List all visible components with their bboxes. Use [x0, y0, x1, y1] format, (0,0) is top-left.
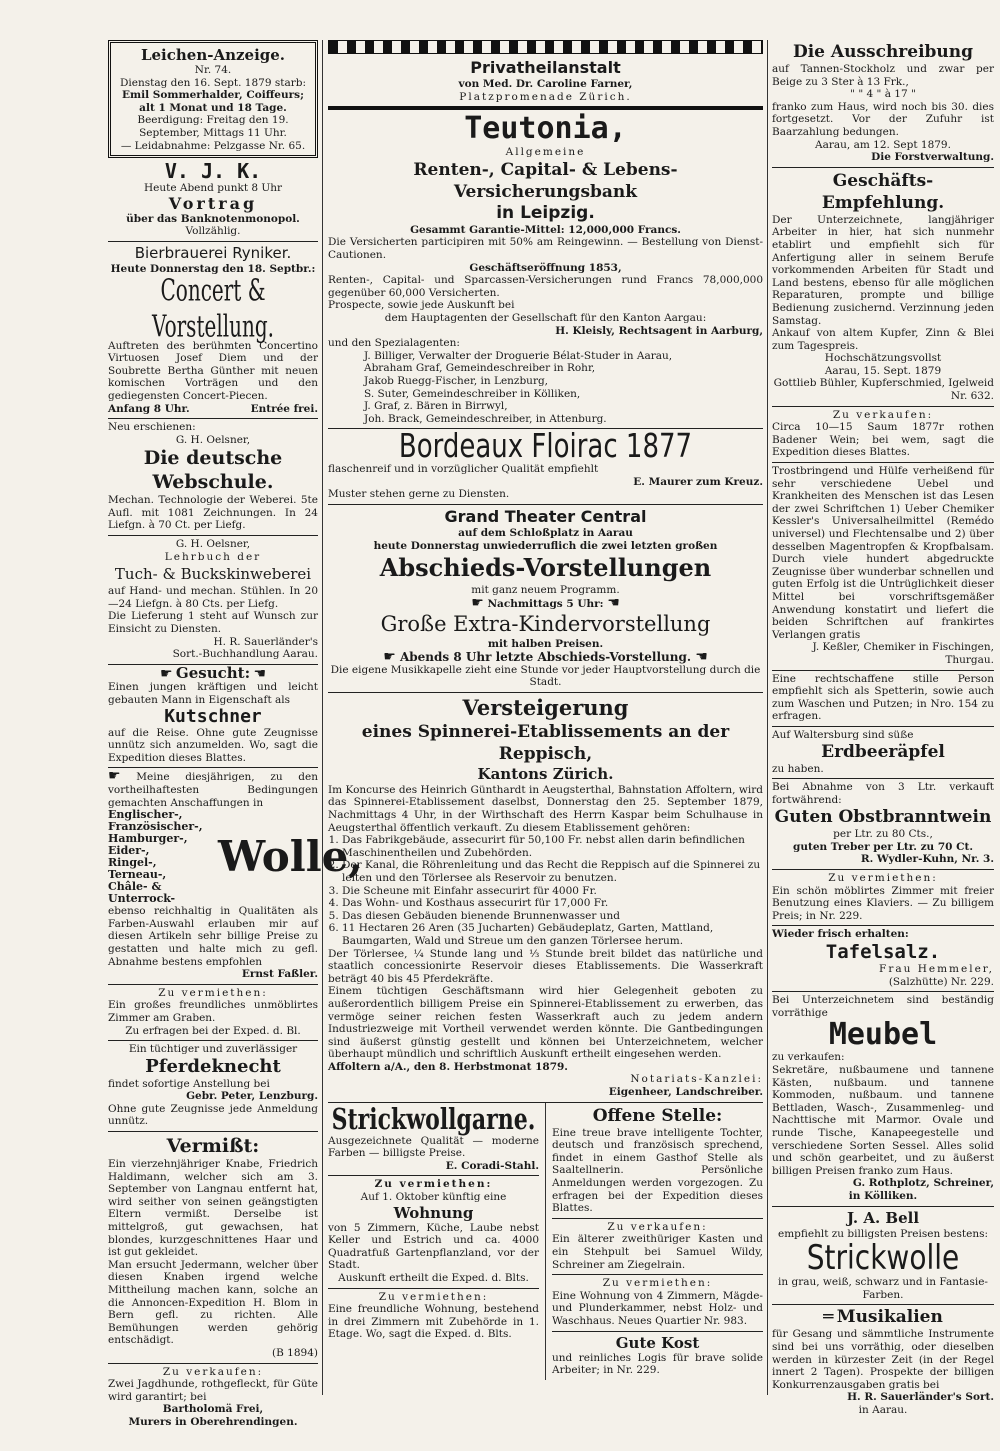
ad-text: — Leidabnahme: Pelzgasse Nr. 65. [120, 139, 306, 152]
list-item: 1. Das Fabrikgebäude, assecurirt für 50,100 Fr. nebst allen darin befindlichen Maschinentheilen und Zubehörden. [342, 834, 763, 859]
ad-text: auf dem Schloßplatz in Aarau [458, 527, 633, 540]
ad-title: Zu vermiethen: [828, 872, 938, 885]
ad-text: Einen jungen kräftigen und leicht gebauten Mann in Eigenschaft als [108, 681, 318, 706]
ad-title: Zu verkaufen: [162, 1365, 264, 1378]
ad-text: Prospecte, sowie jede Auskunft bei [328, 299, 515, 312]
column-left [108, 40, 364, 1428]
ad-vermisst [108, 1132, 318, 1364]
ad-text: Eine treue brave intelligente Tochter, deutsch und französisch sprechend, findet in einem Gasthof Stelle als Saaltellnerin. Persönliche Anmeldungen werden vorgezogen. Zu erfragen bei der Expedition dieses Blattes. [552, 1126, 763, 1215]
ad-headline: Pferdeknecht [145, 1055, 281, 1077]
ad-headline: Strickwollgarne. [331, 1102, 536, 1137]
ad-text: Dienstag den 16. Sept. 1879 starb: [120, 76, 306, 89]
ad-title: Bierbrauerei Ryniker. [134, 243, 292, 262]
ad-signature: H. R. Sauerländer's Sort. [847, 1391, 994, 1404]
ad-title: Zu vermiethen: [374, 1178, 493, 1191]
ad-text: Auftreten des berühmten Concertino Virtuosen Josef Diem und der Soubrette Bertha Günther mit neuen komischen Vorträgen und den gediegensten Concert-Piecen. [108, 339, 318, 402]
ad-versteigerung [328, 693, 763, 1103]
ad-title: Offene Stelle: [592, 1105, 723, 1126]
ad-title: V. J. K. [164, 159, 262, 184]
pointing-hand-icon: ☚ [607, 594, 620, 611]
ad-text: und den Spezialagenten: [328, 337, 460, 350]
ad-musikalien [772, 1305, 994, 1419]
ad-gute-kost [552, 1332, 763, 1380]
ad-signature: R. Wydler-Kuhn, Nr. 3. [860, 853, 994, 866]
ad-signature: E. Maurer zum Kreuz. [633, 475, 763, 488]
ad-text: Eine Wohnung von 4 Zimmern, Mägde- und Plunderkammer, nebst Holz- und Waschhaus. Neues Quartier Nr. 983. [552, 1289, 763, 1327]
bottom-right [545, 1103, 763, 1380]
ad-signature: Sort.-Buchhandlung Aarau. [172, 648, 318, 661]
ad-headline: in Leipzig. [496, 202, 595, 223]
ad-person [772, 671, 994, 727]
ad-meubel [772, 992, 994, 1206]
ad-text: Zwei Jagdhunde, rothgefleckt, für Güte wird garantirt; bei [108, 1378, 318, 1403]
ad-signature: Gebr. Peter, Lenzburg. [186, 1090, 318, 1103]
wolle-block [108, 808, 364, 906]
ad-text: Ausgezeichnete Qualität — moderne Farben — billigste Preise. [328, 1134, 539, 1160]
ad-signature: Eigenheer, Landschreiber. [608, 1086, 763, 1099]
ad-trost [772, 463, 994, 671]
ad-text: Affoltern a/A., den 8. Herbstmonat 1879. [328, 1060, 568, 1073]
ad-text: Ein großes freundliches unmöblirtes Zimmer am Graben. [108, 999, 318, 1024]
ad-text: Entrée frei. [250, 402, 318, 415]
ad-headline: Tafelsalz. [825, 941, 941, 964]
ad-text: Auf Waltersburg sind süße [772, 728, 914, 741]
ad-text: findet sofortige Anstellung bei [108, 1077, 270, 1090]
ad-text: Ein schön möblirtes Zimmer mit freier Benutzung eines Klaviers. — Zu billigem Preis; in Nr. 229. [772, 884, 994, 922]
decorative-border [328, 40, 763, 54]
ad-title: Zu vermiethen: [378, 1290, 489, 1303]
ad-text: G. H. Oelsner, [175, 433, 251, 446]
ad-text: Nachmittags 5 Uhr: [487, 597, 604, 610]
ad-text: für Gesang und sämmtliche Instrumente sind bei uns vorräthig, oder dieselben werden in kürzester Zeit (in der Regel innert 2 Tagen). Prospekte der billigen Konkurrenzausgaben gratis bei [772, 1328, 994, 1391]
ad-text: Platzpromenade Zürich. [459, 90, 632, 103]
ad-text: auf die Reise. Ohne gute Zeugnisse unnütz sich anzumelden. Wo, sagt die Expedition dieses Blattes. [108, 726, 318, 764]
ad-text: Anfang 8 Uhr. [108, 402, 190, 415]
ad-geschaefts-empfehlung [772, 168, 994, 407]
ad-text: Allgemeine [505, 146, 586, 159]
ad-headline: Guten Obstbranntwein [774, 807, 992, 828]
ad-text: Lehrbuch der [164, 550, 262, 563]
pointing-hand-icon: ☛ [159, 665, 173, 682]
ad-headline: Kutschner [164, 705, 262, 727]
bottom-split [328, 1103, 763, 1380]
ad-signature: H. R. Sauerländer's [213, 635, 318, 648]
ad-text: über das Banknotenmonopol. [126, 212, 300, 225]
ad-title: Grand Theater Central [444, 507, 647, 527]
ad-headline: Renten-, Capital- & Lebens-Versicherungsbank [413, 159, 678, 202]
ad-bordeaux [328, 429, 763, 505]
ad-vjk [108, 158, 318, 242]
ad-erdbeeraepfel [772, 727, 994, 779]
ad-text: Circa 10—15 Saum 1877r rothen Badener Wein; bei wem, sagt die Expedition dieses Blattes. [772, 421, 994, 459]
list-item: Châle- & [108, 880, 162, 894]
ad-signature: E. Coradi-Stahl. [445, 1159, 539, 1172]
ad-headline: Die deutsche Webschule. [143, 447, 283, 494]
lot-list [328, 834, 763, 947]
list-item: Jakob Ruegg-Fischer, in Lenzburg, [364, 374, 549, 387]
ad-text: Ein älterer zweithüriger Kasten und ein Stehpult bei Samuel Wildy, Schreiner am Ziegelrain. [552, 1233, 763, 1271]
ad-title: Gute Kost [615, 1333, 700, 1352]
ad-text: Auskunft ertheilt die Exped. d. Blts. [338, 1272, 529, 1284]
pointing-hand-icon: ☚ [695, 649, 708, 666]
ad-text: Ohne gute Zeugnisse jede Anmeldung unnütz. [108, 1102, 318, 1128]
ad-wolle [108, 768, 364, 984]
ad-title: Die Ausschreibung [792, 42, 974, 62]
ad-text: empfiehlt zu billigsten Preisen bestens: [777, 1227, 989, 1240]
ad-title: Zu vermiethen: [158, 986, 268, 999]
ad-bell [772, 1207, 994, 1306]
ad-text: H. Kleisly, Rechtsagent in Aarburg, [555, 324, 763, 337]
agent-list [328, 350, 763, 426]
ad-number: Nr. 74. [194, 64, 232, 76]
ad-theater [328, 505, 763, 693]
ad-signature: Bartholomä Frei, [162, 1403, 264, 1416]
ad-text: Eine rechtschaffene stille Person empfiehlt sich als Spetterin, sowie auch zum Waschen und Putzen; in Nro. 154 zu erfragen. [772, 672, 994, 723]
ad-jagdhunde [108, 1364, 318, 1432]
ad-text: Renten-, Capital- und Sparcassen-Versicherungen rund Francs 78,000,000 gegenüber 60,000 Versicherten. [328, 274, 763, 299]
ad-title: Bordeaux Floirac 1877 [398, 428, 693, 467]
ad-text: Neu erschienen: [108, 421, 196, 434]
ad-vermiethen-3 [552, 1275, 763, 1331]
ad-signature: J. Keßler, Chemiker in Fischingen, Thurgau. [812, 641, 994, 666]
ad-title: Geschäfts-Empfehlung. [821, 170, 945, 213]
ad-text: Sekretäre, nußbaumene und tannene Kästen, nußbaum. und tannene Kommoden, nußbaum. und tannene Bettladen, Wasch-, Zusammenleg- und Nachttische mit Marmor. Ovale und runde Tische, Kanapeegestelle und verschiedene Sorten Sessel. Alles solid und schön gearbeitet, und zu äußerst billigen Preisen franko zum Haus. [772, 1064, 994, 1177]
ad-privatheilanstalt [328, 56, 763, 110]
list-item: Hamburger-, [108, 832, 188, 846]
ad-text: Aarau, am 12. Sept 1879. [815, 138, 951, 151]
ad-title: Gesucht: [175, 663, 251, 682]
ad-headline: Erdbeeräpfel [821, 741, 945, 762]
ad-title: Zu verkaufen: [607, 1220, 708, 1233]
ad-signature: Murers in Oberehrendingen. [128, 1415, 298, 1428]
ad-text: dem Hauptagenten der Gesellschaft für den Kanton Aargau: [384, 311, 707, 324]
bottom-left [328, 1103, 539, 1380]
ad-text: Wieder frisch erhalten: [772, 928, 909, 941]
ad-title: Musikalien [836, 1307, 943, 1328]
list-item: J. Graf, z. Bären in Birrwyl, [364, 400, 508, 413]
ad-text: Die Lieferung 1 steht auf Wunsch zur Einsicht zu Diensten. [108, 610, 318, 636]
ad-code: (B 1894) [272, 1346, 318, 1359]
ad-text: zu haben. [772, 762, 824, 775]
pointing-hand-icon: ☛ [108, 768, 121, 785]
ad-leichen-anzeige [108, 40, 318, 158]
ad-text: Trostbringend und Hülfe verheißend für sehr verschiedene Uebel und Krankheiten des Menschen ist das Lesen der zwei Schriftchen 1) Ueber Chemiker Kessler's Universalheilmittel (Remédo universel) und Flechtensalbe und 2) über desselben Magentropfen & Kropfbalsam. Durch viele hundert abgedruckte Zeugnisse über wunderbar schnellen und guten Erfolg ist die Untrüglichkeit dieser Mittel bei vorschriftsgemäßer Anwendung konstatirt und liefert die beiden Schriftchen auf frankirtes Verlangen gratis [772, 465, 994, 641]
ad-text: Man ersucht Jedermann, welcher über diesen Knaben irgend welche Mittheilung machen kann, solche an die Annoncen-Expedition H. Blom in Bern gefl. zu richten. Alle Bemühungen werden gehörig entschädigt. [108, 1258, 318, 1347]
list-item: Terneau-, [108, 868, 167, 882]
ad-zimmer [772, 870, 994, 926]
ad-signature: Gottlieb Bühler, Kupferschmied, Igelweid Nr. 632. [773, 377, 994, 403]
ad-title: Teutonia, [464, 111, 627, 147]
list-item: Ringel-, [108, 856, 157, 870]
ad-headline: Wohnung [393, 1203, 474, 1222]
ad-signature: in Kölliken. [848, 1189, 918, 1202]
ad-headline: Tuch- & Buckskinweberei [114, 565, 312, 584]
ad-signature: Die Forstverwaltung. [871, 151, 994, 164]
ad-text: Auf 1. Oktober künftig eine [360, 1191, 507, 1204]
ad-text: auf Tannen-Stockholz und zwar per Beige zu 3 Ster à 13 Frk., [772, 63, 994, 88]
double-rule-icon: ═ [823, 1307, 834, 1328]
ad-text: Hochschätzungsvollst [824, 352, 942, 365]
ad-text: und reinliches Logis für brave solide Arbeiter; in Nr. 229. [552, 1351, 763, 1377]
ad-text: Einem tüchtigen Geschäftsmann wird hier Gelegenheit geboten zu außerordentlich billigem Preise ein Spinnerei-Etablissement zu erwerben, das vermöge seiner reichen festen Wasserkraft auch zu jedem andern Industriezweige mit Vortheil verwendet werden könnte. Die Gantbedingungen sind äußerst günstig gestellt und können bei Unterzeichnetem, welcher überhaupt mündlich und schriftlich Auskunft ertheilt eingesehen werden. [328, 985, 763, 1061]
ad-tafelsalz [772, 926, 994, 992]
ad-text: Bei Unterzeichnetem sind beständig vorräthige [772, 994, 994, 1019]
ad-text: von Med. Dr. Caroline Farner, [458, 78, 633, 90]
ad-gesucht [108, 665, 318, 769]
ad-text: zu verkaufen: [772, 1051, 845, 1064]
ad-text: Meine diesjährigen, zu den vortheilhaftesten Bedingungen gemachten Anschaffungen in [108, 771, 318, 809]
ad-footer [108, 403, 318, 416]
ad-text: in grau, weiß, schwarz und in Fantasie-Farben. [778, 1276, 988, 1301]
ad-text: G. H. Oelsner, [175, 538, 251, 551]
ad-wein [772, 407, 994, 463]
list-item: 6. 11 Hectaren 26 Aren (35 Jucharten) Gebäudeplatz, Garten, Mattland, Baumgarten, Wald und Streue um den ganzen Törlersee herum. [342, 922, 763, 947]
ad-headline: Concert & Vorstellung. [151, 271, 275, 344]
ad-text: Vollzählig. [185, 225, 241, 238]
ad-text: von 5 Zimmern, Küche, Laube nebst Keller und Estrich und ca. 4000 Quadratfuß Gartenpflanzland, vor der Stadt. [328, 1221, 539, 1272]
ad-text: Ein vierzehnjähriger Knabe, Friedrich Haldimann, welcher sich am 3. September von Langnau entfernt hat, wird seither von seinen geängstigten Eltern vermißt. Derselbe ist mittelgroß, gut gewachsen, hat blondes, kurzgeschnittenes Haar und ist gut gekleidet. [108, 1158, 318, 1259]
column-rule [767, 40, 768, 1395]
ad-signature: in Aarau. [858, 1403, 908, 1416]
ad-headline: Meubel [828, 1017, 938, 1053]
ad-text: Zu erfragen bei der Exped. d. Bl. [125, 1024, 301, 1037]
list-item: 3. Die Scheune mit Einfahr assecurirt für 4000 Fr. [342, 885, 763, 898]
ad-text: Die eigene Musikkapelle zieht eine Stunde vor jeder Hauptvorstellung durch die Stadt. [330, 663, 761, 689]
ad-kasten [552, 1219, 763, 1275]
ad-text: " " 4 " à 17 " [850, 88, 916, 101]
ad-signature: Notariats-Kanzlei: [630, 1073, 763, 1086]
ad-headline: Vortrag [168, 193, 258, 213]
ad-text: Emil Sommerhalder, Coiffeurs; alt 1 Monat und 18 Tage. [122, 89, 304, 114]
ad-text: Ankauf von altem Kupfer, Zinn & Blei zum Tagespreis. [772, 327, 994, 352]
ad-text: Ein tüchtiger und zuverlässiger [128, 1043, 298, 1056]
ad-text: Abends 8 Uhr letzte Abschieds-Vorstellung. [399, 650, 692, 665]
ad-headline: eines Spinnerei-Etablissements an der Reppisch, [361, 721, 730, 764]
ad-text: auf Hand- und mechan. Stühlen. In 20—24 Liefgn. à 80 Cts. per Liefg. [108, 585, 318, 610]
ad-headline: Strickwolle [806, 1237, 960, 1278]
list-item: 4. Das Wohn- und Kosthaus assecurirt für 17,000 Fr. [342, 897, 763, 910]
ad-text: Im Koncurse des Heinrich Günthardt in Aeugsterthal, Bahnstation Affoltern, wird das Spinnerei-Etablissement daselbst, Donnerstag den 25. September 1879, Nachmittags 4 Uhr, in der Wirthschaft des Herrn Kaspar beim Schulhause in Aeugsterthal öffentlich verkauft. Zu diesem Etablissement gehören: [328, 783, 763, 834]
ad-headline: Kantons Zürich. [477, 764, 614, 783]
list-item: 5. Das diesen Gebäuden bienende Brunnenwasser und [342, 910, 763, 923]
pointing-hand-icon: ☛ [471, 594, 484, 611]
ad-signature: Frau Hemmeler, [879, 963, 994, 976]
ad-text: Der Törlersee, ¼ Stunde lang und ⅓ Stunde breit bildet das natürliche und staatlich concessionirte Reservoir dieses Etablissements. Die Wasserkraft beträgt 40 bis 45 Pferdekräfte. [328, 947, 763, 985]
ad-title: Zu verkaufen: [832, 408, 934, 421]
ad-tuch [108, 536, 318, 665]
list-item: S. Suter, Gemeindeschreiber in Kölliken, [364, 387, 581, 400]
list-item: Englischer-, [108, 808, 183, 822]
ad-text: Muster stehen gerne zu Diensten. [328, 488, 510, 501]
ad-signature: G. Rothplotz, Schreiner, [852, 1177, 994, 1190]
ad-text: mit ganz neuem Programm. [471, 584, 620, 597]
ad-text: heute Donnerstag unwiederruflich die zwei letzten großen [373, 539, 718, 552]
ad-title: Vermißt: [166, 1135, 260, 1158]
list-item: Abraham Graf, Gemeindeschreiber in Rohr, [364, 362, 596, 375]
ad-headline: Wolle, [218, 832, 364, 882]
ad-text: mit halben Preisen. [487, 638, 604, 651]
wolle-list [108, 809, 218, 905]
ad-headline: Abschieds-Vorstellungen [379, 553, 712, 583]
ad-text: Eine freundliche Wohnung, bestehend in drei Zimmern mit Zubehörde in 1. Etage. Wo, sagt die Exped. d. Blts. [328, 1303, 539, 1341]
list-item: J. Billiger, Verwalter der Droguerie Bélat-Studer in Aarau, [364, 349, 673, 362]
ad-brauerei [108, 242, 318, 419]
list-item: 2. Der Kanal, die Röhrenleitung und das Recht die Reppisch auf die Spinnerei zu leiten und den Törlersee als Reservoir zu benutzen. [342, 859, 763, 884]
ad-text: Mechan. Technologie der Weberei. 5te Aufl. mit 1081 Zeichnungen. In 24 Liefgn. à 70 Ct. per Liefg. [108, 494, 318, 532]
list-item: Französischer-, [108, 820, 203, 834]
list-item: Joh. Brack, Gemeindeschreiber, in Attenburg. [364, 412, 607, 425]
pointing-hand-icon: ☚ [253, 665, 267, 682]
pointing-hand-icon: ☛ [383, 649, 396, 666]
ad-text: Heute Donnerstag den 18. Septbr.: [110, 262, 316, 275]
ad-text: Der Unterzeichnete, langjähriger Arbeiter in hier, hat sich nunmehr etablirt und empfiehlt sich für Anfertigung aller in seinem Berufe vorkommenden Arbeiten für Stadt und Land bestens, ebenso für alle möglichen Reparaturen, prompte und billige Bedienung zusichernd. Verzinnung jeden Samstag. [772, 213, 994, 327]
ad-signature: Ernst Faßler. [241, 968, 318, 981]
ad-webschule [108, 419, 318, 536]
ad-text: Bei Abnahme von 3 Ltr. verkauft fortwährend: [772, 781, 994, 806]
ad-text: guten Treber per Ltr. zu 70 Ct. [793, 840, 973, 853]
column-right [772, 40, 994, 1416]
ad-text: Gesammt Garantie-Mittel: 12,000,000 Francs. [410, 223, 681, 236]
list-item: Eider-, [108, 844, 150, 858]
list-item: Unterrock- [108, 892, 176, 906]
ad-teutonia [328, 110, 763, 429]
ad-title: Zu vermiethen: [602, 1277, 713, 1290]
ad-text: Aarau, 15. Sept. 1879 [824, 364, 942, 377]
ad-title: J. A. Bell [846, 1208, 920, 1227]
ad-title: Leichen-Anzeige. [140, 46, 286, 64]
ad-text: Die Versicherten participiren mit 50% am Reingewinn. — Bestellung von Dienst-Cautionen. [328, 236, 763, 261]
ad-text: franko zum Haus, wird noch bis 30. dies fortgesetzt. Vor der Zufuhr ist Baarzahlung bedungen. [772, 100, 994, 138]
ad-offene-stelle [552, 1103, 763, 1219]
ad-wohnung [328, 1176, 539, 1288]
ad-ausschreibung [772, 40, 994, 168]
ad-text: flaschenreif und in vorzüglicher Qualität empfiehlt [328, 463, 599, 476]
ad-text: Geschäftseröffnung 1853, [469, 261, 622, 274]
ad-text: Heute Abend punkt 8 Uhr [143, 182, 283, 195]
ad-text: ebenso reichhaltig in Qualitäten als Farben-Auswahl erlauben mir auf diesen Artikeln sehr billige Preise zu gestatten und halte mich zu gefl. Abnahme bestens empfohlen [108, 905, 318, 968]
column-rule [322, 40, 323, 1395]
ad-obstbranntwein [772, 779, 994, 870]
ad-headline: Große Extra-Kindervorstellung [380, 612, 711, 637]
ad-title: Privatheilanstalt [470, 58, 621, 77]
ad-pferdeknecht [108, 1041, 318, 1132]
ad-title: Versteigerung [462, 694, 629, 720]
ad-text: Beerdigung: Freitag den 19. September, Mittags 11 Uhr. [137, 114, 289, 139]
ad-strickwollgarne [328, 1103, 539, 1177]
ad-text: per Ltr. zu 80 Cts., [833, 828, 933, 841]
column-middle [328, 40, 763, 1395]
ad-vermiethen-2 [328, 1289, 539, 1344]
ad-signature: (Salzhütte) Nr. 229. [888, 975, 994, 988]
ad-vermiethen [108, 985, 318, 1041]
